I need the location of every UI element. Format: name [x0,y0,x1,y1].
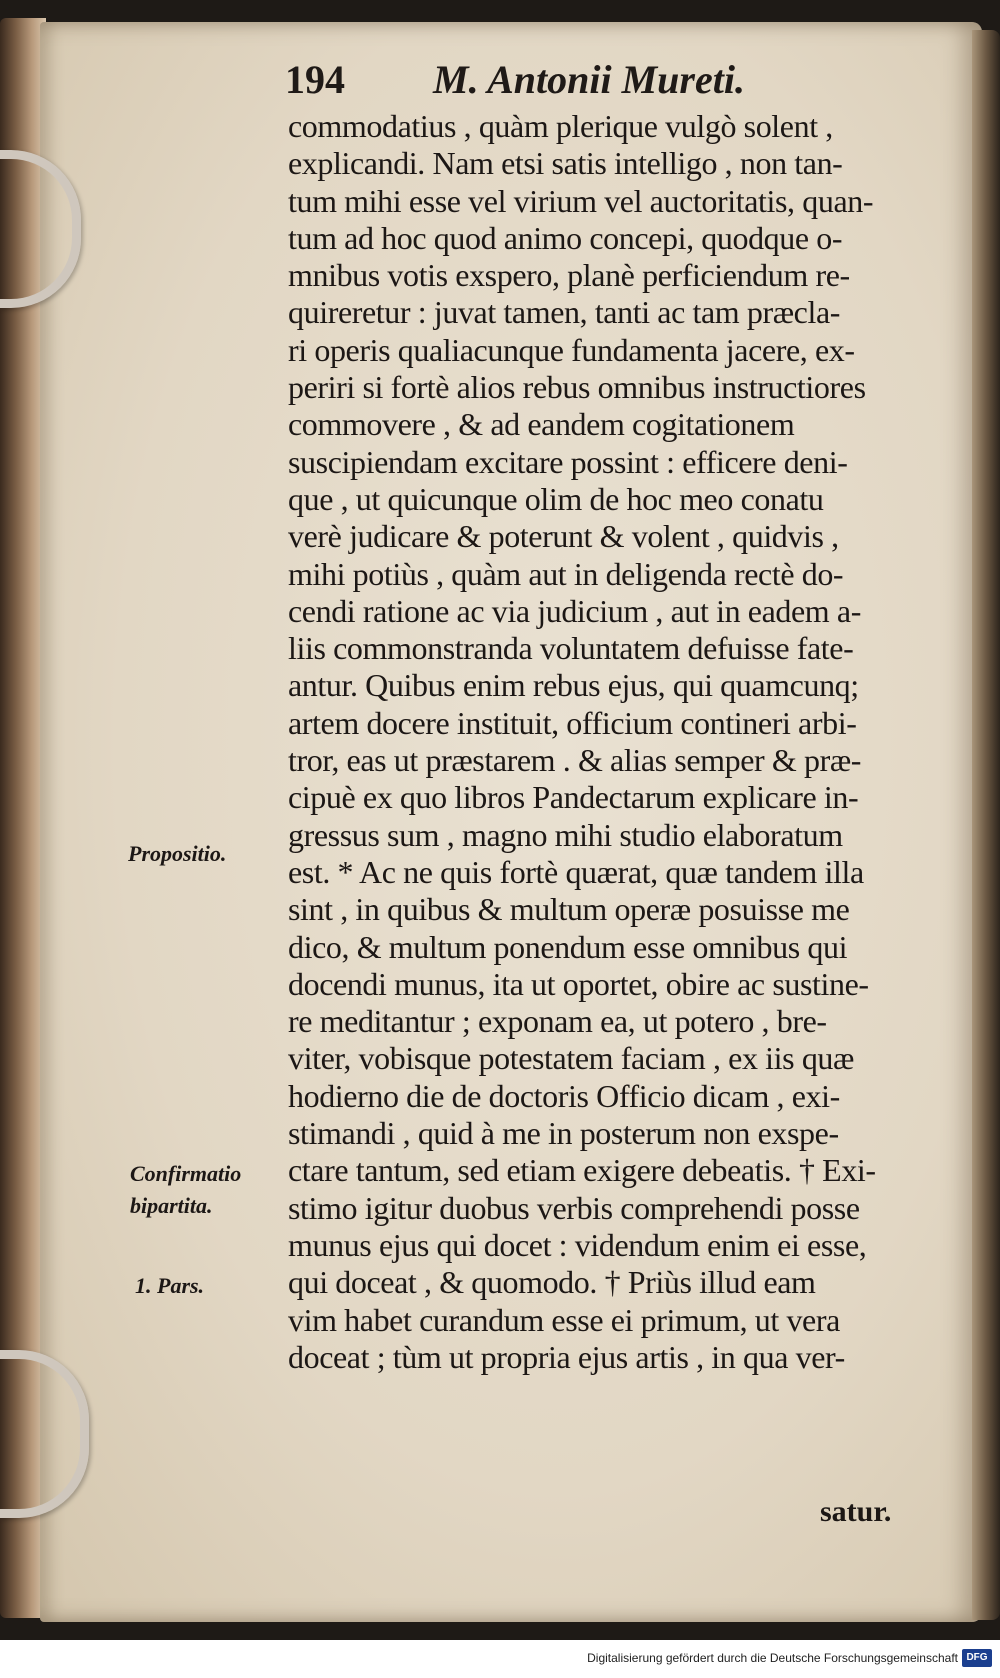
text-line: viter, vobisque potestatem faciam , ex iis quæ [288,1040,854,1077]
text-line: stimandi , quid à me in posterum non exspe- [288,1115,839,1152]
text-line: periri si fortè alios rebus omnibus instructiores [288,369,866,406]
text-line: commovere , & ad eandem cogitationem [288,406,795,443]
running-title: M. Antonii Mureti. [433,57,745,102]
catchword: satur. [820,1495,892,1528]
text-line: doceat ; tùm ut propria ejus artis , in qua ver- [288,1338,845,1375]
text-line: docendi munus, ita ut oportet, obire ac sustine- [288,965,869,1002]
margin-note-propositio: Propositio. [128,841,227,866]
text-line: stimo igitur duobus verbis comprehendi posse [288,1189,860,1226]
text-line: ctare tantum, sed etiam exigere debeatis. † Exi- [288,1152,876,1189]
text-line: artem docere instituit, officium contineri arbi- [288,704,857,741]
text-line: re meditantur ; exponam ea, ut potero , bre- [288,1003,827,1040]
text-line: que , ut quicunque olim de hoc meo conatu [288,480,824,517]
text-line: suscipiendam excitare possint : efficere deni- [288,443,848,480]
text-line: ri operis qualiacunque fundamenta jacere, ex- [288,331,855,368]
text-line: est. * Ac ne quis fortè quærat, quæ tandem illa [288,853,864,890]
text-line: cipuè ex quo libros Pandectarum explicare in- [288,779,859,816]
dfg-logo: DFG [962,1649,992,1667]
text-line: mnibus votis exspero, planè perficiendum re- [288,257,850,294]
text-line: munus ejus qui docet : videndum enim ei esse, [288,1226,867,1263]
text-line: tum mihi esse vel virium vel auctoritatis, quan- [288,182,874,219]
digitization-credit: Digitalisierung gefördert durch die Deutsche Forschungsgemeinschaft [587,1651,958,1665]
show-through-bleed [210,1485,910,1535]
text-line: gressus sum , magno mihi studio elaboratum [288,816,843,853]
margin-note-pars: 1. Pars. [135,1273,205,1298]
text-line: cendi ratione ac via judicium , aut in eadem a- [288,592,861,629]
margin-note-bipartita: bipartita. [130,1193,213,1218]
running-header [285,56,925,102]
text-line: dico, & multum ponendum esse omnibus qui [288,928,848,965]
text-line: commodatius , quàm plerique vulgò solent , [288,108,833,144]
text-line: explicandi. Nam etsi satis intelligo , non tan- [288,145,843,182]
text-line: sint , in quibus & multum operæ posuisse me [288,891,850,928]
page-fore-edge [972,30,1000,1620]
body-text [288,108,928,1376]
text-line: vim habet curandum esse ei primum, ut vera [288,1301,840,1338]
text-line: liis commonstranda voluntatem defuisse fate- [288,630,854,667]
text-line: qui doceat , & quomodo. † Priùs illud eam [288,1264,816,1301]
text-line: tum ad hoc quod animo concepi, quodque o- [288,219,843,256]
margin-note-confirmatio: Confirmatio [130,1161,242,1186]
text-line: verè judicare & poterunt & volent , quidvis , [288,518,839,555]
footer-bar [0,1640,1000,1678]
page-number: 194 [285,57,345,102]
text-line: mihi potiùs , quàm aut in deligenda rectè do- [288,555,844,592]
text-line: hodierno die de doctoris Officio dicam , exi- [288,1077,840,1114]
text-line: tror, eas ut præstarem . & alias semper & præ- [288,742,862,779]
text-line: antur. Quibus enim rebus ejus, qui quamcunq; [288,667,859,704]
text-line: quireretur : juvat tamen, tanti ac tam præcla- [288,294,841,331]
